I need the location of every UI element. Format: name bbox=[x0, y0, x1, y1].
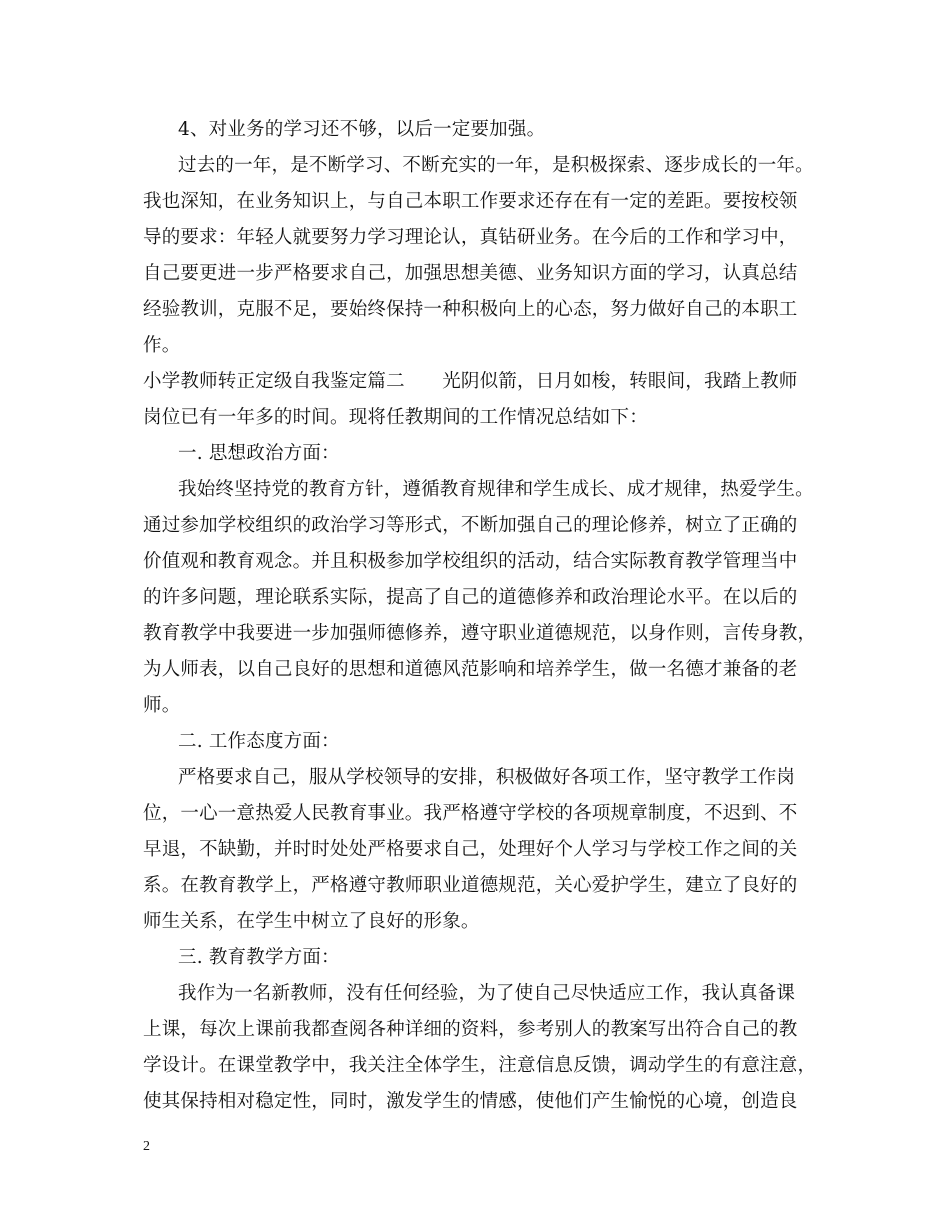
text-line: 价值观和教育观念。并且积极参加学校组织的活动，结合实际教育教学管理当中 bbox=[143, 551, 798, 572]
text-line: 的许多问题，理论联系实际，提高了自己的道德修养和政治理论水平。在以后的 bbox=[143, 587, 798, 608]
text-line: 我也深知，在业务知识上，与自己本职工作要求还存在有一定的差距。要按校领 bbox=[143, 191, 798, 212]
text-line: 自己要更进一步严格要求自己，加强思想美德、业务知识方面的学习，认真总结 bbox=[143, 263, 798, 284]
text-line: 通过参加学校组织的政治学习等形式，不断加强自己的理论修养，树立了正确的 bbox=[143, 515, 798, 536]
subheading: 二. 工作态度方面： bbox=[178, 731, 340, 752]
text-line: 严格要求自己，服从学校领导的安排，积极做好各项工作，坚守教学工作岗 bbox=[178, 767, 796, 788]
text-line: 经验教训，克服不足，要始终保持一种积极向上的心态，努力做好自己的本职工 bbox=[143, 299, 798, 320]
text-line: 教育教学中我要进一步加强师德修养，遵守职业道德规范，以身作则，言传身教， bbox=[143, 623, 817, 644]
text-line: 我始终坚持党的教育方针，遵循教育规律和学生成长、成才规律，热爱学生。 bbox=[178, 479, 814, 500]
text-line: 过去的一年，是不断学习、不断充实的一年，是积极探索、逐步成长的一年。 bbox=[178, 155, 814, 176]
text-line: 师。 bbox=[143, 695, 181, 716]
text-line: 使其保持相对稳定性，同时，激发学生的情感，使他们产生愉悦的心境，创造良 bbox=[143, 1091, 798, 1112]
page-number: 2 bbox=[143, 1139, 150, 1154]
text-line: 位，一心一意热爱人民教育事业。我严格遵守学校的各项规章制度，不迟到、不 bbox=[143, 803, 798, 824]
text-line: 岗位已有一年多的时间。现将任教期间的工作情况总结如下： bbox=[143, 407, 648, 428]
text-line: 作。 bbox=[143, 335, 181, 356]
text-line: 为人师表，以自己良好的思想和道德风范影响和培养学生，做一名德才兼备的老 bbox=[143, 659, 798, 680]
text-line: 导的要求：年轻人就要努力学习理论认，真钻研业务。在今后的工作和学习中， bbox=[143, 227, 798, 248]
text-line: 师生关系，在学生中树立了良好的形象。 bbox=[143, 911, 480, 932]
text-line: 系。在教育教学上，严格遵守教师职业道德规范，关心爱护学生，建立了良好的 bbox=[143, 875, 798, 896]
text-line: 我作为一名新教师，没有任何经验，为了使自己尽快适应工作，我认真备课 bbox=[178, 983, 796, 1004]
subheading: 一. 思想政治方面： bbox=[178, 443, 340, 464]
text-line: 上课，每次上课前我都查阅各种详细的资料，参考别人的教案写出符合自己的教 bbox=[143, 1019, 798, 1040]
text-line: 学设计。在课堂教学中，我关注全体学生，注意信息反馈，调动学生的有意注意， bbox=[143, 1055, 817, 1076]
text-line: 4、对业务的学习还不够，以后一定要加强。 bbox=[178, 119, 546, 140]
text-line: 早退，不缺勤，并时时处处严格要求自己，处理好个人学习与学校工作之间的关 bbox=[143, 839, 798, 860]
section-heading-line: 小学教师转正定级自我鉴定篇二 光阴似箭，日月如梭，转眼间，我踏上教师 bbox=[143, 371, 798, 392]
subheading: 三. 教育教学方面： bbox=[178, 947, 340, 968]
